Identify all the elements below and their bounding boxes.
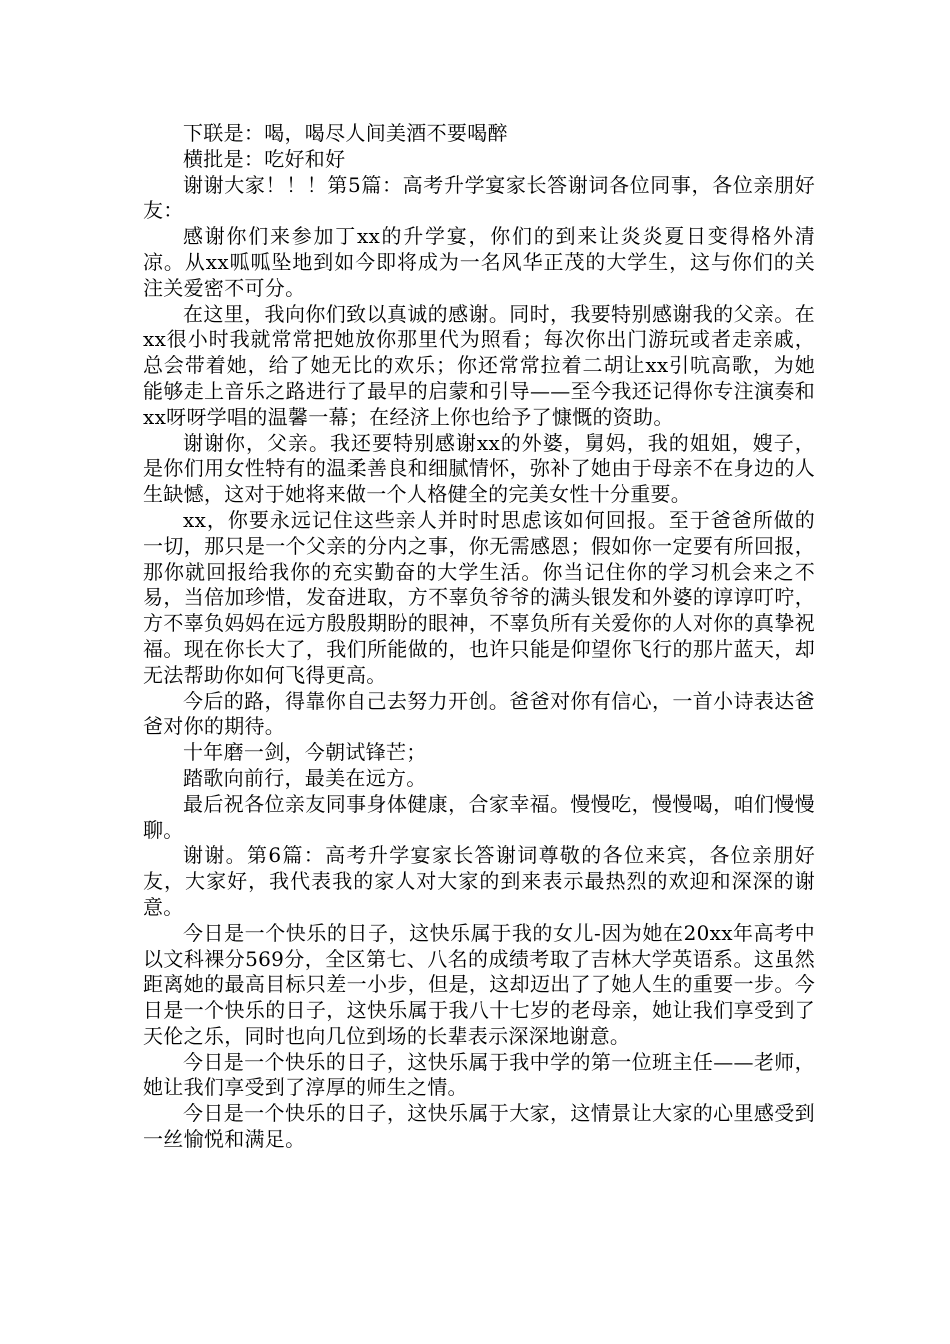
paragraph: 谢谢你，父亲。我还要特别感谢xx的外婆，舅妈，我的姐姐，嫂子，是你们用女性特有的温柔善良和细腻情怀，弥补了她由于母亲不在身边的人生缺憾，这对于她将来做一个人格健全的完美女性十分重要。: [143, 430, 815, 507]
paragraph: 今日是一个快乐的日子，这快乐属于我中学的第一位班主任——老师，她让我们享受到了淳厚的师生之情。: [143, 1049, 815, 1100]
paragraph: 横批是：吃好和好: [183, 146, 346, 171]
paragraph: 谢谢大家！！！第5篇：高考升学宴家长答谢词各位同事，各位亲朋好友：: [143, 172, 815, 223]
paragraph: 谢谢。第6篇：高考升学宴家长答谢词尊敬的各位来宾，各位亲朋好友，大家好，我代表我的家人对大家的到来表示最热烈的欢迎和深深的谢意。: [143, 843, 815, 919]
poem-line: 踏歌向前行，最美在远方。: [183, 765, 427, 790]
paragraph: 今日是一个快乐的日子，这快乐属于我的女儿-因为她在20xx年高考中以文科裸分569分，全区第七、八名的成绩考取了吉林大学英语系。这虽然距离她的最高目标只差一小步，但是，这却迈出了了她人生的重要一步。今日是一个快乐的日子，这快乐属于我八十七岁的老母亲，她让我们享受到了天伦之乐，同时也向几位到场的长辈表示深深地谢意。: [143, 920, 815, 1048]
paragraph: 感谢你们来参加丁xx的升学宴，你们的到来让炎炎夏日变得格外清凉。从xx呱呱坠地到如今即将成为一名风华正茂的大学生，这与你们的关注关爱密不可分。: [143, 224, 815, 300]
paragraph: 下联是：喝，喝尽人间美酒不要喝醉: [183, 121, 508, 145]
paragraph: xx，你要永远记住这些亲人并时时思虑该如何回报。至于爸爸所做的一切，那只是一个父亲的分内之事，你无需感恩；假如你一定要有所回报，那你就回报给我你的充实勤奋的大学生活。你当记住你的学习机会来之不易，当倍加珍惜，发奋进取，方不辜负爷爷的满头银发和外婆的谆谆叮咛，方不辜负妈妈在远方殷殷期盼的眼神，不辜负所有关爱你的人对你的真挚祝福。现在你长大了，我们所能做的，也许只能是仰望你飞行的那片蓝天，却无法帮助你如何飞得更高。: [143, 507, 815, 687]
paragraph: 在这里，我向你们致以真诚的感谢。同时，我要特别感谢我的父亲。在xx很小时我就常常把她放你那里代为照看；每次你出门游玩或者走亲戚，总会带着她，给了她无比的欢乐；你还常常拉着二胡让xx引吭高歌，为她能够走上音乐之路进行了最早的启蒙和引导——至今我还记得你专注演奏和xx呀呀学唱的温馨一幕；在经济上你也给予了慷慨的资助。: [143, 301, 815, 429]
paragraph: 今日是一个快乐的日子，这快乐属于大家，这情景让大家的心里感受到一丝愉悦和满足。: [143, 1101, 815, 1152]
poem-line: 十年磨一剑，今朝试锋芒；: [183, 740, 427, 765]
paragraph: 最后祝各位亲友同事身体健康，合家幸福。慢慢吃，慢慢喝，咱们慢慢聊。: [143, 791, 815, 842]
paragraph: 今后的路，得靠你自己去努力开创。爸爸对你有信心，一首小诗表达爸爸对你的期待。: [143, 688, 815, 739]
document-body: [143, 121, 815, 1153]
